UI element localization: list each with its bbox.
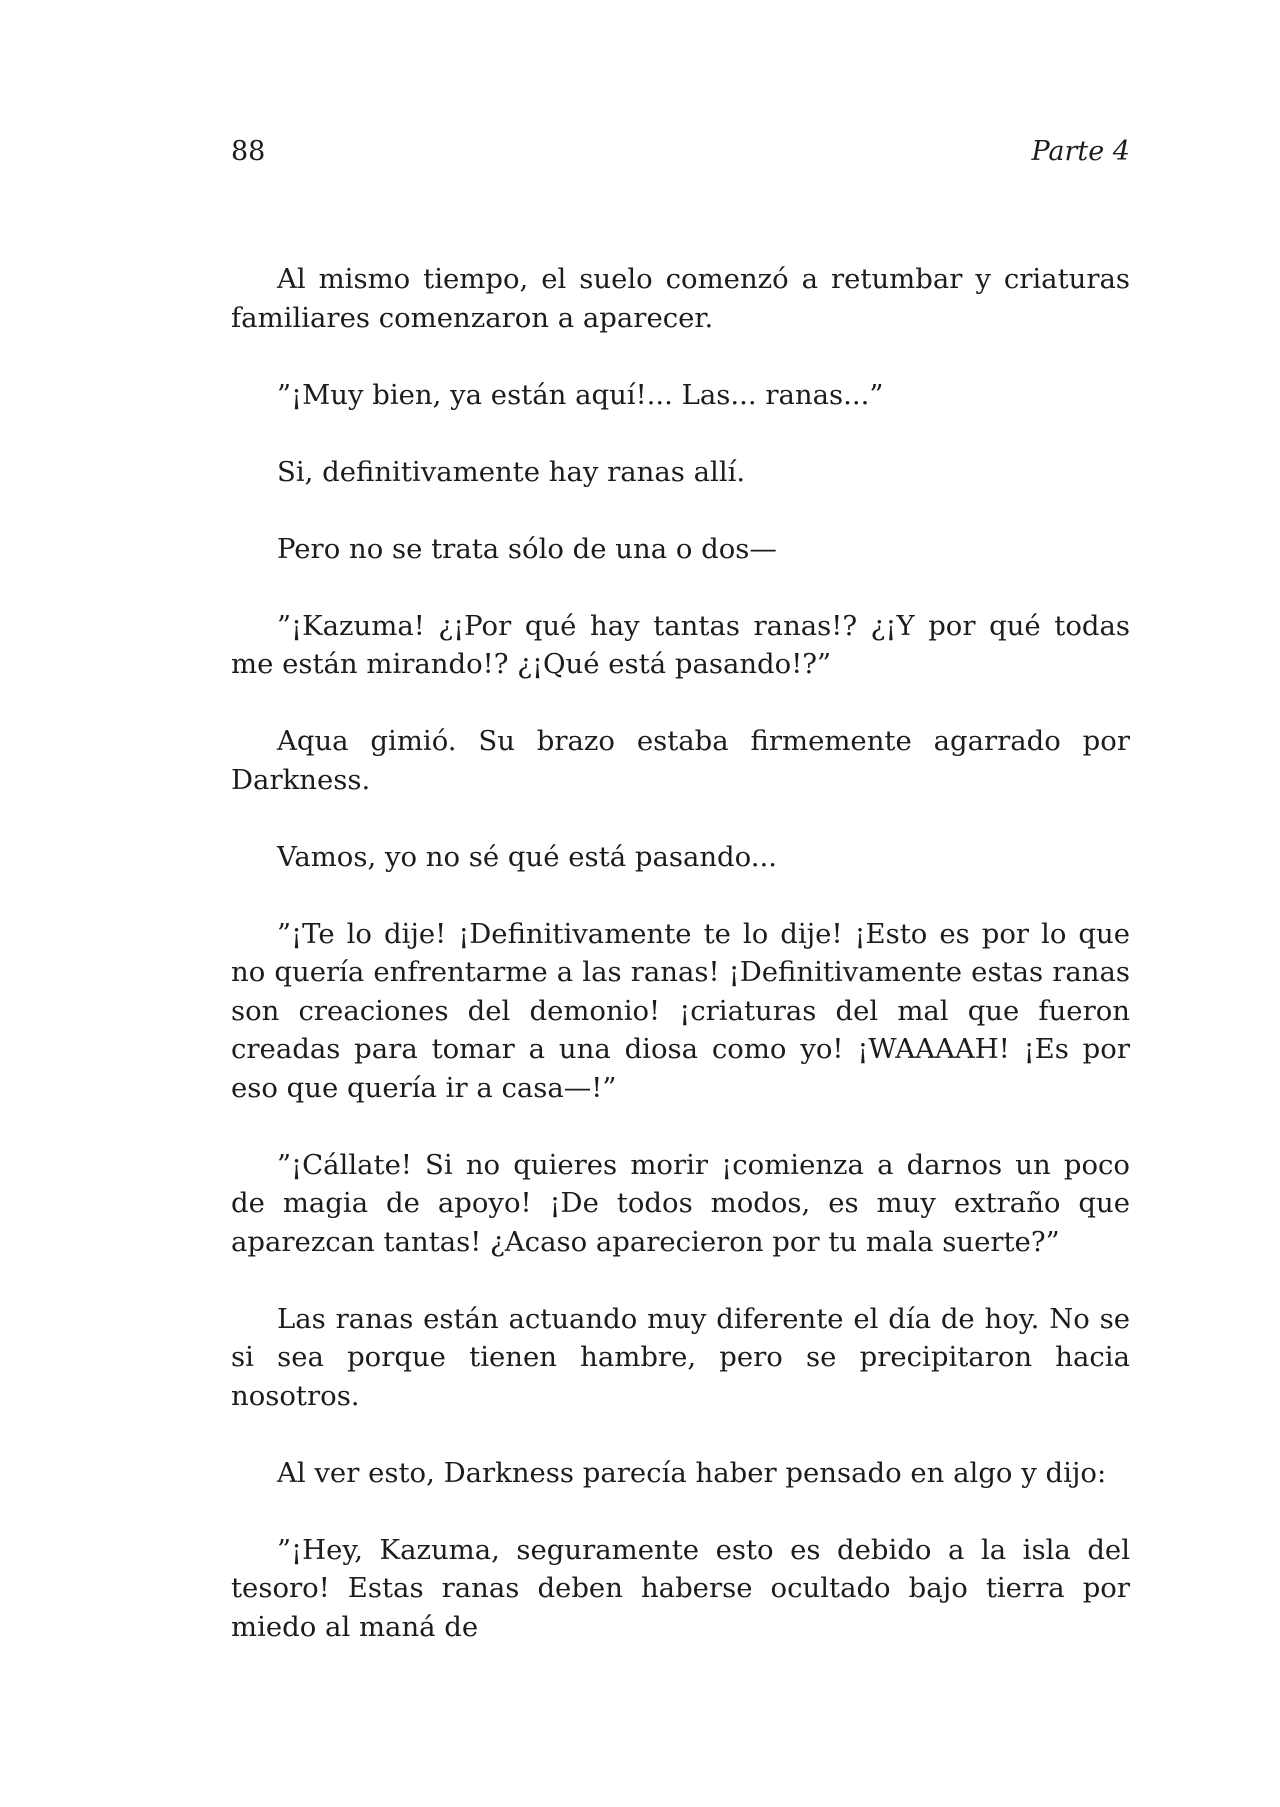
page-number: 88 xyxy=(231,136,266,167)
body-text xyxy=(231,260,1130,1685)
paragraph: ”¡Te lo dije! ¡Definitivamente te lo dije! ¡Esto es por lo que no quería enfrentarme a las ranas! ¡Definitivamente estas ranas son creaciones del demonio! ¡criaturas del mal que fueron creadas para tomar a una diosa como yo! ¡WAAAAH! ¡Es por eso que quería ir a casa—!” xyxy=(231,917,1130,1104)
paragraph: Al ver esto, Darkness parecía haber pensado en algo y dijo: xyxy=(277,1456,1107,1489)
paragraph: Pero no se trata sólo de una o dos— xyxy=(277,532,777,565)
paragraph: ”¡Hey, Kazuma, seguramente esto es debido a la isla del tesoro! Estas ranas deben haberse ocultado bajo tierra por miedo al maná de xyxy=(231,1533,1130,1643)
paragraph: ”¡Kazuma! ¿¡Por qué hay tantas ranas!? ¿¡Y por qué todas me están mirando!? ¿¡Qué está pasando!?” xyxy=(231,609,1130,680)
paragraph: Las ranas están actuando muy diferente el día de hoy. No se si sea porque tienen hambre, pero se precipitaron hacia nosotros. xyxy=(231,1302,1130,1412)
page-header xyxy=(231,132,1130,172)
paragraph: Vamos, yo no sé qué está pasando... xyxy=(277,840,777,873)
paragraph: Aqua gimió. Su brazo estaba firmemente agarrado por Darkness. xyxy=(231,725,1130,796)
paragraph: Al mismo tiempo, el suelo comenzó a retumbar y criaturas familiares comenzaron a aparecer. xyxy=(231,263,1130,334)
paragraph: ”¡Cállate! Si no quieres morir ¡comienza a darnos un poco de magia de apoyo! ¡De todos modos, es muy extraño que aparezcan tantas! ¿Acaso aparecieron por tu mala suerte?” xyxy=(231,1148,1130,1258)
paragraph: ”¡Muy bien, ya están aquí!... Las... ranas...” xyxy=(277,378,884,411)
paragraph: Si, definitivamente hay ranas allí. xyxy=(277,455,746,488)
running-head: Parte 4 xyxy=(1031,136,1130,167)
